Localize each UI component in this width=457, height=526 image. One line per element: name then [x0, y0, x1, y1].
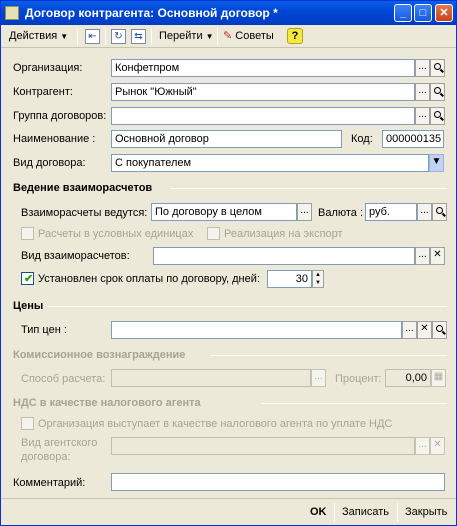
structure-icon[interactable]: ↻ [111, 29, 126, 44]
agent-contract-type-label-line1: Вид агентского [21, 437, 98, 449]
bottom-separator [334, 503, 335, 522]
comment-field[interactable] [111, 473, 445, 491]
toolbar-separator [77, 28, 78, 45]
agent-contract-type-clear-button[interactable] [430, 437, 445, 455]
currency-field[interactable]: руб. [365, 203, 417, 221]
tips-button[interactable] [223, 28, 274, 45]
contract-group-field[interactable] [111, 107, 415, 125]
agent-contract-type-field[interactable] [111, 437, 415, 455]
tips-label: Советы [235, 30, 274, 42]
chevron-down-icon: ▼ [431, 156, 442, 167]
price-type-clear-button[interactable] [417, 321, 432, 339]
organization-field[interactable]: Конфетпром [111, 59, 415, 77]
payment-term-spinner[interactable]: ▲ ▼ [312, 270, 324, 288]
counterparty-field[interactable]: Рынок "Южный" [111, 83, 415, 101]
settlements-conducted-field[interactable]: По договору в целом [151, 203, 297, 221]
chevron-down-icon: ▼ [205, 32, 214, 41]
search-icon [434, 63, 441, 70]
toolbar-separator [105, 28, 106, 45]
bottom-bar [1, 498, 456, 525]
prices-section-title: Цены [13, 300, 44, 312]
vat-agent-checkbox[interactable] [21, 417, 34, 430]
currency-select-button[interactable]: ... [417, 203, 432, 221]
settlements-conducted-select-button[interactable]: ... [297, 203, 312, 221]
commission-section-title: Комиссионное вознаграждение [13, 349, 186, 361]
minimize-button[interactable]: _ [394, 4, 412, 22]
payment-term-days-field[interactable]: 30 [267, 270, 312, 288]
currency-label: Валюта : [318, 207, 364, 219]
window-title: Договор контрагента: Основной договор * [25, 6, 278, 20]
section-divider [171, 188, 447, 189]
clear-icon: ✕ [420, 323, 429, 334]
calc-method-label: Способ расчета: [21, 373, 106, 385]
section-divider [211, 355, 447, 356]
back-arrow-icon[interactable]: ⇤ [85, 29, 100, 44]
goto-menu[interactable] [159, 28, 214, 45]
calc-method-select-button[interactable]: ... [311, 369, 326, 387]
counterparty-label: Контрагент: [13, 86, 73, 98]
goto-label: Перейти [159, 30, 203, 42]
price-type-field[interactable] [111, 321, 402, 339]
price-type-label: Тип цен : [21, 324, 67, 336]
bottom-separator [397, 503, 398, 522]
title-bar[interactable] [1, 1, 456, 25]
save-button[interactable]: Записать [342, 506, 390, 518]
export-sale-label: Реализация на экспорт [224, 228, 343, 240]
document-icon [5, 6, 19, 20]
percent-field[interactable]: 0,00 [385, 369, 431, 387]
calc-method-field[interactable] [111, 369, 311, 387]
conventional-units-label: Расчеты в условных единицах [38, 228, 194, 240]
search-icon [434, 111, 441, 118]
organization-search-button[interactable] [430, 59, 445, 77]
calculator-icon[interactable]: ▦ [431, 369, 446, 387]
contract-type-dropdown[interactable] [429, 154, 444, 172]
search-icon [436, 325, 443, 332]
currency-search-button[interactable] [432, 203, 447, 221]
hierarchy-icon[interactable]: ⇆ [131, 29, 146, 44]
conventional-units-checkbox[interactable] [21, 227, 34, 240]
code-field[interactable]: 000000135 [382, 130, 444, 148]
vat-agent-section-title: НДС в качестве налогового агента [13, 397, 201, 409]
contract-type-select[interactable]: С покупателем [111, 154, 429, 172]
tips-icon: ✎ [223, 30, 233, 42]
toolbar-separator [151, 28, 152, 45]
actions-label: Действия [9, 30, 58, 42]
counterparty-select-button[interactable]: ... [415, 83, 430, 101]
settlement-type-field[interactable] [153, 247, 415, 265]
toolbar-separator [217, 28, 218, 45]
settlement-type-clear-button[interactable] [430, 247, 445, 265]
ok-button[interactable]: OK [310, 506, 327, 518]
toolbar [1, 25, 456, 48]
payment-term-checkbox[interactable] [21, 272, 34, 285]
settlement-type-select-button[interactable]: ... [415, 247, 430, 265]
price-type-select-button[interactable]: ... [402, 321, 417, 339]
settlements-conducted-label: Взаиморасчеты ведутся: [21, 207, 148, 219]
contract-type-label: Вид договора: [13, 157, 86, 169]
contract-group-search-button[interactable] [430, 107, 445, 125]
section-divider [261, 403, 447, 404]
search-icon [434, 87, 441, 94]
vat-agent-label: Организация выступает в качестве налогового агента по уплате НДС [38, 418, 393, 430]
agent-contract-type-select-button[interactable]: ... [415, 437, 430, 455]
help-icon[interactable]: ? [287, 28, 303, 44]
clear-icon: ✕ [433, 249, 442, 260]
counterparty-search-button[interactable] [430, 83, 445, 101]
actions-menu[interactable] [9, 28, 68, 45]
name-field[interactable]: Основной договор [111, 130, 342, 148]
settlement-type-label: Вид взаиморасчетов: [21, 250, 130, 262]
name-label: Наименование : [13, 133, 96, 145]
code-label: Код: [351, 133, 373, 145]
search-icon [436, 207, 443, 214]
export-sale-checkbox[interactable] [207, 227, 220, 240]
contract-group-label: Группа договоров: [13, 110, 107, 122]
agent-contract-type-label-line2: договора: [21, 451, 71, 463]
organization-select-button[interactable]: ... [415, 59, 430, 77]
section-divider [47, 306, 447, 307]
price-type-search-button[interactable] [432, 321, 447, 339]
checkmark-icon: ✔ [24, 273, 34, 285]
payment-term-label: Установлен срок оплаты по договору, дней: [38, 273, 260, 285]
settlements-section-title: Ведение взаиморасчетов [13, 182, 153, 194]
chevron-down-icon: ▼ [60, 32, 69, 41]
maximize-button[interactable]: □ [414, 4, 432, 22]
percent-label: Процент: [335, 373, 382, 385]
close-button[interactable]: Закрыть [405, 506, 448, 518]
organization-label: Организация: [13, 62, 83, 74]
contract-group-select-button[interactable]: ... [415, 107, 430, 125]
close-window-button[interactable]: ✕ [435, 4, 453, 22]
comment-label: Комментарий: [13, 477, 86, 489]
clear-icon: ✕ [433, 439, 442, 450]
